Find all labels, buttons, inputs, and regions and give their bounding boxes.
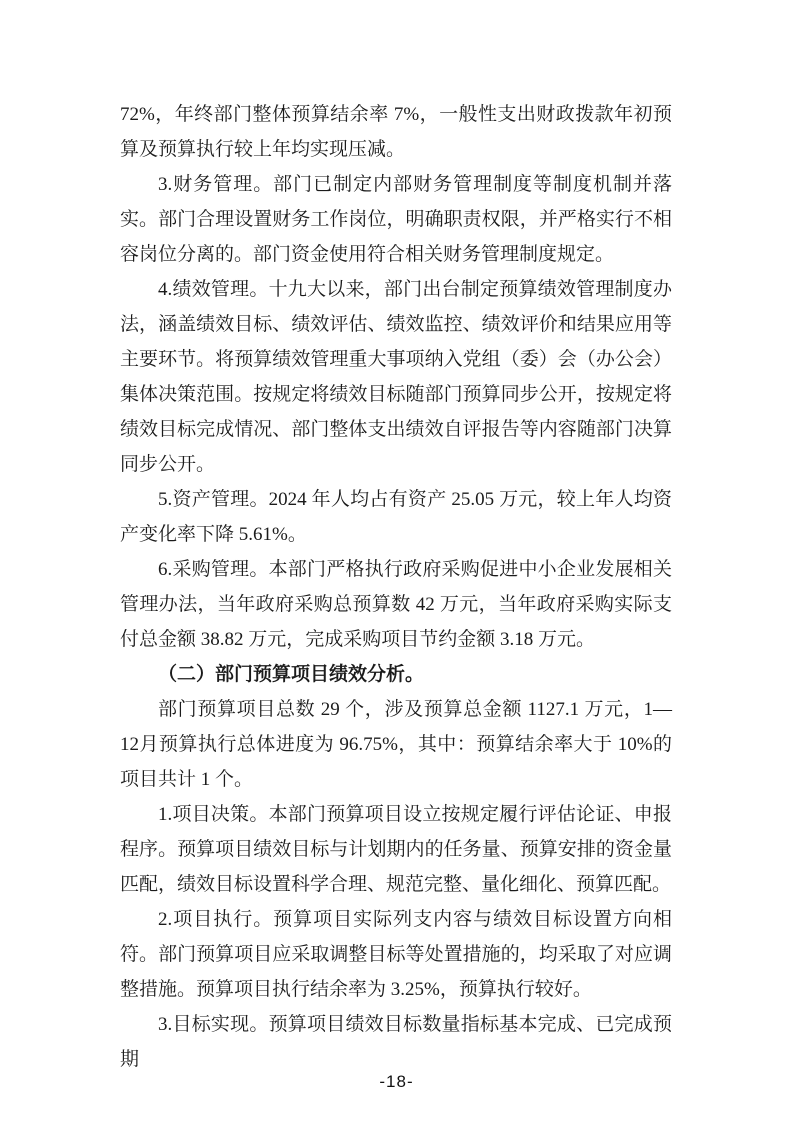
paragraph-procurement-management: 6.采购管理。本部门严格执行政府采购促进中小企业发展相关管理办法，当年政府采购总预算数 42 万元，当年政府采购实际支付总金额 38.82 万元，完成采购项目节约金额 3.18 万元。 — [120, 559, 672, 650]
paragraph-project-decision: 1.项目决策。本部门预算项目设立按规定履行评估论证、申报程序。预算项目绩效目标与计划期内的任务量、预算安排的资金量匹配，绩效目标设置科学合理、规范完整、量化细化、预算匹配。 — [120, 804, 672, 895]
paragraph-project-execution: 2.项目执行。预算项目实际列支内容与绩效目标设置方向相符。部门预算项目应采取调整目标等处置措施的，均采取了对应调整措施。预算项目执行结余率为 3.25%，预算执行较好。 — [120, 909, 672, 1000]
page-number: -18- — [379, 1072, 414, 1091]
paragraph-finance-management: 3.财务管理。部门已制定内部财务管理制度等制度机制并落实。部门合理设置财务工作岗位，明确职责权限，并严格实行不相容岗位分离的。部门资金使用符合相关财务管理制度规定。 — [120, 174, 672, 265]
paragraph-asset-management: 5.资产管理。2024 年人均占有资产 25.05 万元，较上年人均资产变化率下降 5.61%。 — [120, 489, 672, 545]
paragraph-continuation: 72%，年终部门整体预算结余率 7%，一般性支出财政拨款年初预算及预算执行较上年均实现压减。 — [120, 104, 672, 160]
paragraph-performance-management: 4.绩效管理。十九大以来，部门出台制定预算绩效管理制度办法，涵盖绩效目标、绩效评估、绩效监控、绩效评价和结果应用等主要环节。将预算绩效管理重大事项纳入党组（委）会（办公会）集体决策范围。按规定将绩效目标随部门预算同步公开，按规定将绩效目标完成情况、部门整体支出绩效自评报告等内容随部门决算同步公开。 — [120, 279, 672, 475]
paragraph-project-overview: 部门预算项目总数 29 个，涉及预算总金额 1127.1 万元，1—12月预算执行总体进度为 96.75%，其中：预算结余率大于 10%的项目共计 1 个。 — [120, 699, 672, 790]
paragraph-goal-achievement: 3.目标实现。预算项目绩效目标数量指标基本完成、已完成预期 — [120, 1014, 672, 1070]
section-heading: （二）部门预算项目绩效分析。 — [158, 664, 425, 685]
page-content — [120, 97, 672, 1077]
